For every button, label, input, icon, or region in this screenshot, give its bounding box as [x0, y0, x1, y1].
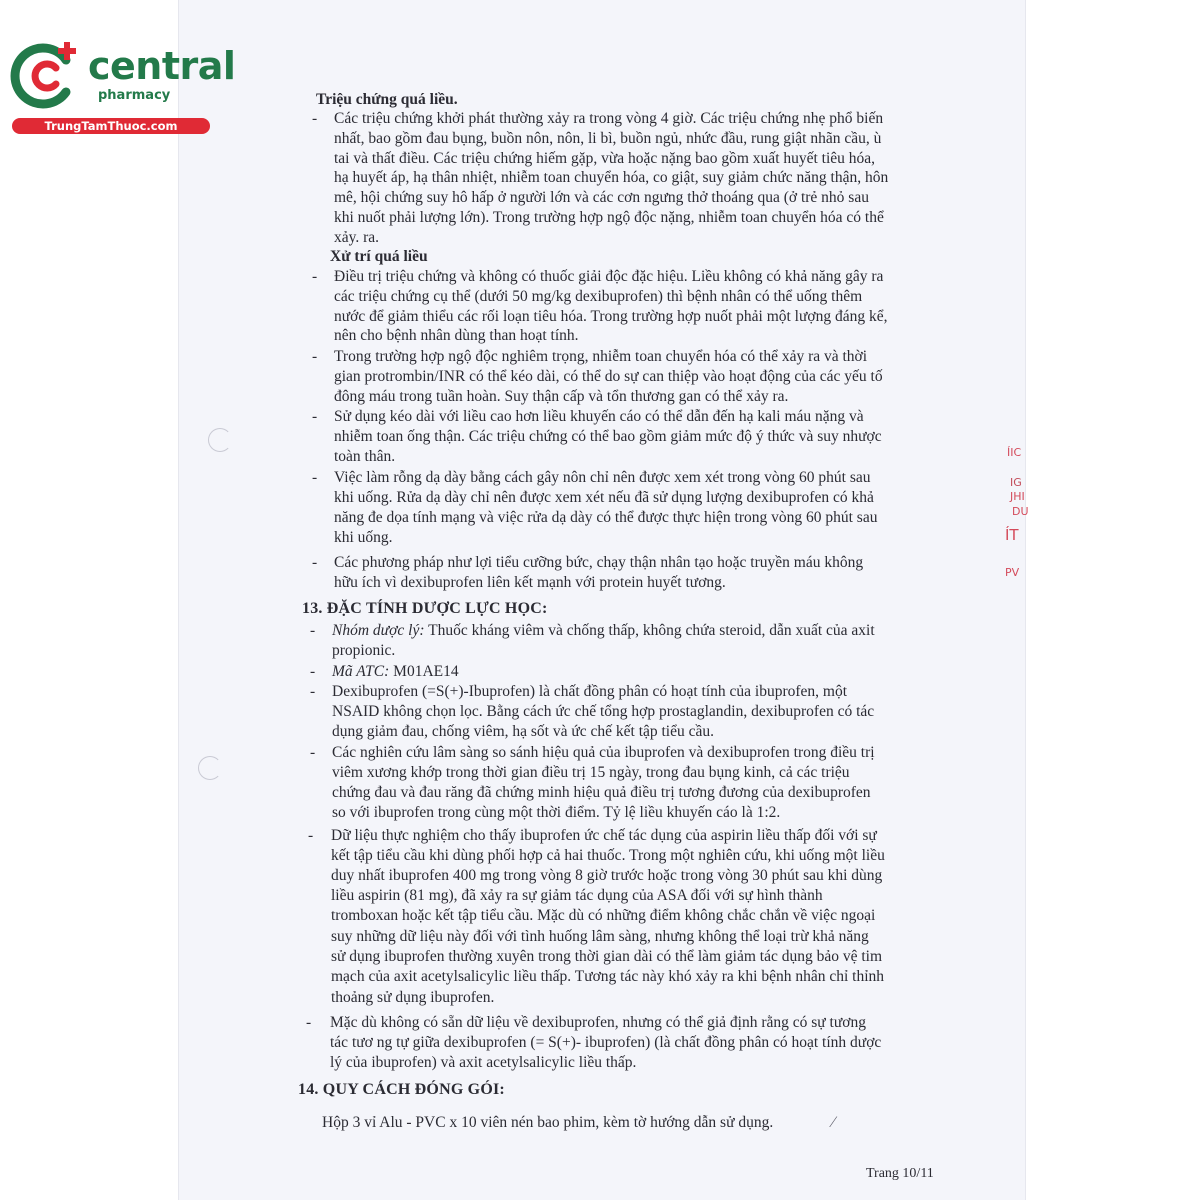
logo-name: central — [88, 44, 236, 88]
text-line: Mặc dù không có sẵn dữ liệu về dexibuprofen, nhưng có thể giả định rằng có sự tương — [330, 1014, 866, 1031]
text-line: tác tươ ng tự giữa dexibuprofen (= S(+)- ibuprofen) (là chất đồng phân có hoạt tính dược — [330, 1034, 882, 1051]
text-line: viêm xương khớp trong thời gian điều trị 15 ngày, trong đau bụng kinh, cả các triệu — [332, 764, 850, 781]
bullet-dash: - — [312, 469, 318, 486]
text-line: xảy. ra. — [334, 229, 380, 246]
text-line: đông máu trong tuần hoàn. Suy thận cấp và tổn thương gan có thể xảy ra. — [334, 388, 789, 405]
bullet-dash: - — [312, 348, 318, 365]
overdose-symptoms-title: Triệu chứng quá liều. — [316, 91, 458, 108]
text-line: khi uống. Rửa dạ dày chỉ nên được xem xét nếu đã sử dụng lượng dexibuprofen có khả — [334, 489, 874, 506]
stamp-line: PV — [1005, 566, 1020, 579]
group-text: Thuốc kháng viêm và chống thấp, không chứa steroid, dẫn xuất của axit — [424, 622, 875, 639]
text-line: thoảng sử dụng ibuprofen. — [331, 989, 495, 1006]
text-line: Dexibuprofen (=S(+)-Ibuprofen) là chất đồng phân có hoạt tính của ibuprofen, một — [332, 683, 848, 700]
text-line: Trong trường hợp ngộ độc nghiêm trọng, nhiễm toan chuyển hóa có thể xảy ra và thời — [334, 348, 868, 365]
text-line: khi nuốt phải lượng lớn). Trong trường hợp ngộ độc nặng, nhiễm toan chuyển hóa có thể — [334, 209, 884, 226]
logo-url: TrungTamThuoc.com — [12, 118, 210, 134]
text-line: hữu ích vì dexibuprofen liên kết mạnh với protein huyết tương. — [334, 574, 726, 591]
section-14-title: 14. QUY CÁCH ĐÓNG GÓI: — [298, 1081, 505, 1098]
text-line: suy những dữ liệu này đối với tình huống lâm sàng, nhưng không thể loại trừ khả năng — [331, 928, 869, 945]
text-line: Các nghiên cứu lâm sàng so sánh hiệu quả của ibuprofen và dexibuprofen trong điều trị — [332, 744, 875, 761]
packaging-text: Hộp 3 vỉ Alu - PVC x 10 viên nén bao phim, kèm tờ hướng dẫn sử dụng. — [322, 1114, 774, 1131]
text-line: so với ibuprofen trong cùng một thời điểm. Tỷ lệ liều khuyến cáo là 1:2. — [332, 804, 781, 821]
text-line: propionic. — [332, 642, 396, 659]
section-13-title: 13. ĐẶC TÍNH DƯỢC LỰC HỌC: — [302, 600, 548, 617]
text-line: Các phương pháp như lợi tiểu cưỡng bức, chạy thận nhân tạo hoặc truyền máu không — [334, 554, 864, 571]
text-line: Điều trị triệu chứng và không có thuốc giải độc đặc hiệu. Liều không có khả năng gây ra — [334, 268, 884, 285]
logo-subtitle: pharmacy — [98, 88, 171, 103]
pharmacological-group — [332, 621, 875, 641]
text-line: gian protrombin/INR có thể kéo dài, có thể do sự can thiệp vào hoạt động của các yếu tố — [334, 368, 883, 385]
text-line: năng đe dọa tính mạng và việc rửa dạ dày có thể được thực hiện trong vòng 60 phút sau — [334, 509, 878, 526]
bullet-dash: - — [308, 827, 314, 844]
stamp-line: ÍIC — [1007, 446, 1022, 459]
text-line: liều aspirin (81 mg), đã xảy ra sự giảm tác dụng của ASA đối với sự hình thành — [331, 887, 823, 904]
page-number: Trang 10/11 — [866, 1166, 934, 1181]
text-line: mạch của axit acetylsalicylic liều thấp. Tương tác này khó xảy ra khi bệnh nhân chỉ thỉnh — [331, 968, 885, 985]
text-line: nhất, bao gồm đau bụng, buồn nôn, nôn, li bì, buồn ngủ, nhức đầu, rung giật nhãn cầu, ù — [334, 130, 882, 147]
atc-code — [332, 662, 459, 682]
text-line: kết tập tiểu cầu khi dùng phối hợp cả hai thuốc. Trong một nghiên cứu, khi uống một liều — [331, 847, 885, 864]
stamp-line: IG — [1010, 476, 1022, 489]
text-line: Dữ liệu thực nghiệm cho thấy ibuprofen ức chế tác dụng của aspirin liều thấp đối với sự — [331, 827, 877, 844]
text-line: Việc làm rỗng dạ dày bằng cách gây nôn chỉ nên được xem xét trong vòng 60 phút sau — [334, 469, 871, 486]
group-label: Nhóm dược lý: — [332, 622, 425, 639]
text-line: hạ huyết áp, hạ thân nhiệt, nhiễm toan chuyển hóa, co giật, suy giảm chức năng thận, hôn — [334, 169, 889, 186]
text-line: chứng đau và đau răng đã chứng minh hiệu quả điều trị tương đương của dexibuprofen — [332, 784, 871, 801]
bullet-dash: - — [310, 622, 316, 639]
text-line: nước để giảm thiểu các rối loạn tiêu hóa. Trong trường hợp nuốt phải một lượng đáng kể, — [334, 308, 888, 325]
text-line: các triệu chứng cụ thể (dưới 50 mg/kg dexibuprofen) thì bệnh nhân có thể uống thêm — [334, 288, 863, 305]
text-line: duy nhất ibuprofen 400 mg trong vòng 8 giờ trước hoặc trong vòng 30 phút sau khi dùng — [331, 867, 883, 884]
stamp-line: ÍT — [1005, 526, 1019, 544]
stamp-line: DU — [1012, 505, 1029, 518]
text-line: tai và thất điều. Các triệu chứng hiếm gặp, vừa hoặc nặng bao gồm xuất huyết tiêu hóa, — [334, 150, 876, 167]
strike-mark-icon: ⁄ — [832, 1114, 835, 1131]
text-line: khi uống. — [334, 529, 393, 546]
text-line: nên cho bệnh nhân dùng than hoạt tính. — [334, 327, 579, 344]
text-line: NSAID không chọn lọc. Bằng cách ức chế tổng hợp prostaglandin, dexibuprofen có tác — [332, 703, 875, 720]
bullet-dash: - — [312, 268, 318, 285]
text-line: Sử dụng kéo dài với liều cao hơn liều khuyến cáo có thể dẫn đến hạ kali máu nặng và — [334, 408, 864, 425]
atc-value: M01AE14 — [389, 663, 459, 680]
bullet-dash: - — [310, 683, 316, 700]
overdose-treatment-title: Xử trí quá liều — [330, 248, 428, 265]
bullet-dash: - — [312, 554, 318, 571]
bullet-dash: - — [312, 408, 318, 425]
text-line: mê, hội chứng suy hô hấp ở người lớn và các cơn ngưng thở thoáng qua (ở trẻ nhỏ sau — [334, 189, 869, 206]
text-line: lý của ibuprofen) và axit acetylsalicylic liều thấp. — [330, 1054, 637, 1071]
stamp-line: JHI — [1010, 490, 1025, 503]
bullet-dash: - — [310, 663, 316, 680]
text-line: sử dụng ibuprofen thường xuyên trong thời gian dài có thể làm giảm tác dụng bảo vệ tim — [331, 948, 883, 965]
text-line: tromboxan hoặc kết tập tiểu cầu. Mặc dù có những điểm không chắc chắn về việc ngoại — [331, 907, 876, 924]
text-line: toàn thân. — [334, 448, 396, 465]
text-line: nhiễm toan ống thận. Các triệu chứng có thể bao gồm giảm mức độ ý thức và suy nhược — [334, 428, 882, 445]
atc-label: Mã ATC: — [332, 663, 390, 680]
text-line: Các triệu chứng khởi phát thường xảy ra trong vòng 4 giờ. Các triệu chứng nhẹ phổ biến — [334, 110, 884, 127]
bullet-dash: - — [310, 744, 316, 761]
bullet-dash: - — [312, 110, 318, 127]
text-line: dụng giảm đau, chống viêm, hạ sốt và ức chế kết tập tiểu cầu. — [332, 723, 715, 740]
bullet-dash: - — [306, 1014, 312, 1031]
